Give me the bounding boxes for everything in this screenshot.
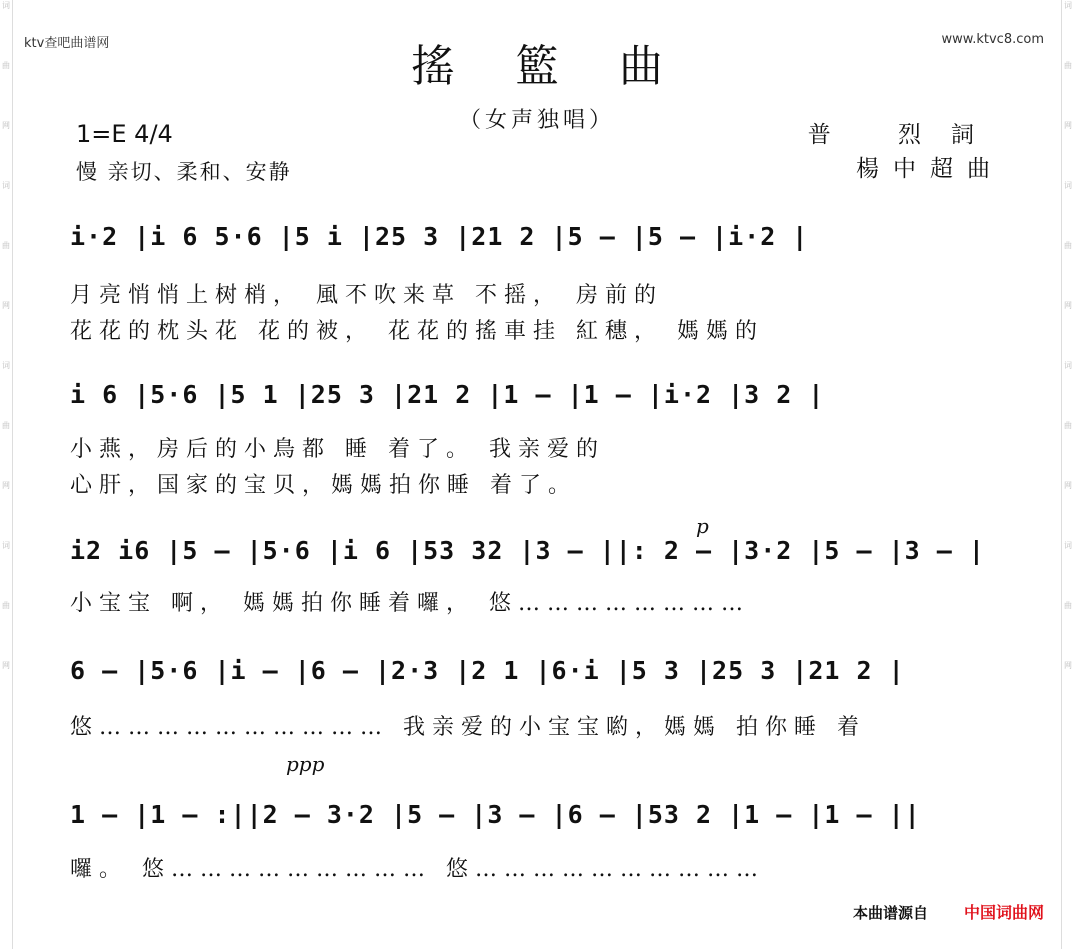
left-watermark-strip bbox=[0, 0, 13, 949]
lyric-row-2-verse-2: 心肝，国家的宝贝，媽媽拍你睡 着了。 bbox=[70, 473, 577, 498]
watermark-char: 词 bbox=[1064, 181, 1072, 190]
watermark-char: 词 bbox=[2, 541, 10, 550]
watermark-char: 网 bbox=[2, 301, 10, 310]
watermark-char: 曲 bbox=[1064, 241, 1072, 250]
watermark-char: 网 bbox=[1064, 301, 1072, 310]
right-watermark-strip bbox=[1061, 0, 1074, 949]
notation-row-5: 1 — |1 — :||2 — 3·2 |5 — |3 — |6 — |53 2 |1 — |1 — || bbox=[70, 800, 921, 829]
watermark-char: 网 bbox=[1064, 481, 1072, 490]
lyric-row-5: 囉。 悠……………………… 悠………………………… bbox=[70, 857, 765, 882]
watermark-char: 曲 bbox=[1064, 601, 1072, 610]
watermark-char: 网 bbox=[2, 661, 10, 670]
watermark-char: 曲 bbox=[2, 601, 10, 610]
dynamic-mark-ppp: ppp bbox=[286, 752, 325, 776]
lyric-row-1-verse-1: 月亮悄悄上树梢， 風不吹来草 不摇， 房前的 bbox=[70, 283, 663, 308]
footer-brand-link[interactable]: 中国词曲网 bbox=[963, 903, 1044, 922]
tempo-marking: 慢 亲切、柔和、安静 bbox=[76, 160, 292, 184]
watermark-char: 词 bbox=[1064, 361, 1072, 370]
watermark-char: 网 bbox=[1064, 121, 1072, 130]
watermark-char: 曲 bbox=[2, 61, 10, 70]
song-subtitle: （女声独唱） bbox=[458, 108, 615, 133]
song-title: 搖籃曲 bbox=[411, 41, 723, 92]
key-signature: 1=E 4/4 bbox=[76, 120, 173, 148]
site-url-right: www.ktvc8.com bbox=[941, 32, 1044, 47]
lyric-row-3: 小宝宝 啊， 媽媽拍你睡着囉， 悠…………………… bbox=[70, 591, 750, 616]
watermark-char: 词 bbox=[1064, 541, 1072, 550]
notation-row-3: i2 i6 |5 — |5·6 |i 6 |53 32 |3 — ||: 2 — |3·2 |5 — |3 — | bbox=[70, 536, 985, 565]
watermark-char: 词 bbox=[2, 361, 10, 370]
site-name-left: ktv查吧曲谱网 bbox=[24, 36, 110, 51]
lyricist-credit: 普 烈詞 bbox=[807, 122, 1004, 148]
lyric-row-2-verse-1: 小燕，房后的小鳥都 睡 着了。 我亲爱的 bbox=[70, 437, 605, 462]
composer-credit: 楊中超曲 bbox=[856, 156, 1004, 182]
watermark-char: 曲 bbox=[1064, 421, 1072, 430]
lyric-row-1-verse-2: 花花的枕头花 花的被， 花花的搖車挂 紅穗， 媽媽的 bbox=[70, 319, 764, 344]
notation-row-4: 6 — |5·6 |i — |6 — |2·3 |2 1 |6·i |5 3 |25 3 |21 2 | bbox=[70, 656, 905, 685]
watermark-char: 网 bbox=[2, 121, 10, 130]
watermark-char: 曲 bbox=[2, 241, 10, 250]
dynamic-mark-p: p bbox=[696, 514, 709, 538]
watermark-char: 网 bbox=[1064, 661, 1072, 670]
watermark-char: 词 bbox=[1064, 1, 1072, 10]
watermark-char: 网 bbox=[2, 481, 10, 490]
notation-row-2: i 6 |5·6 |5 1 |25 3 |21 2 |1 — |1 — |i·2 |3 2 | bbox=[70, 380, 825, 409]
lyric-row-4: 悠………………………… 我亲爱的小宝宝喲，媽媽 拍你睡 着 bbox=[70, 715, 866, 740]
watermark-char: 曲 bbox=[1064, 61, 1072, 70]
footer-source-label: 本曲谱源自 bbox=[852, 904, 928, 922]
notation-row-1: i·2 |i 6 5·6 |5 i |25 3 |21 2 |5 — |5 — |i·2 | bbox=[70, 222, 809, 251]
watermark-char: 词 bbox=[2, 1, 10, 10]
watermark-char: 曲 bbox=[2, 421, 10, 430]
watermark-char: 词 bbox=[2, 181, 10, 190]
